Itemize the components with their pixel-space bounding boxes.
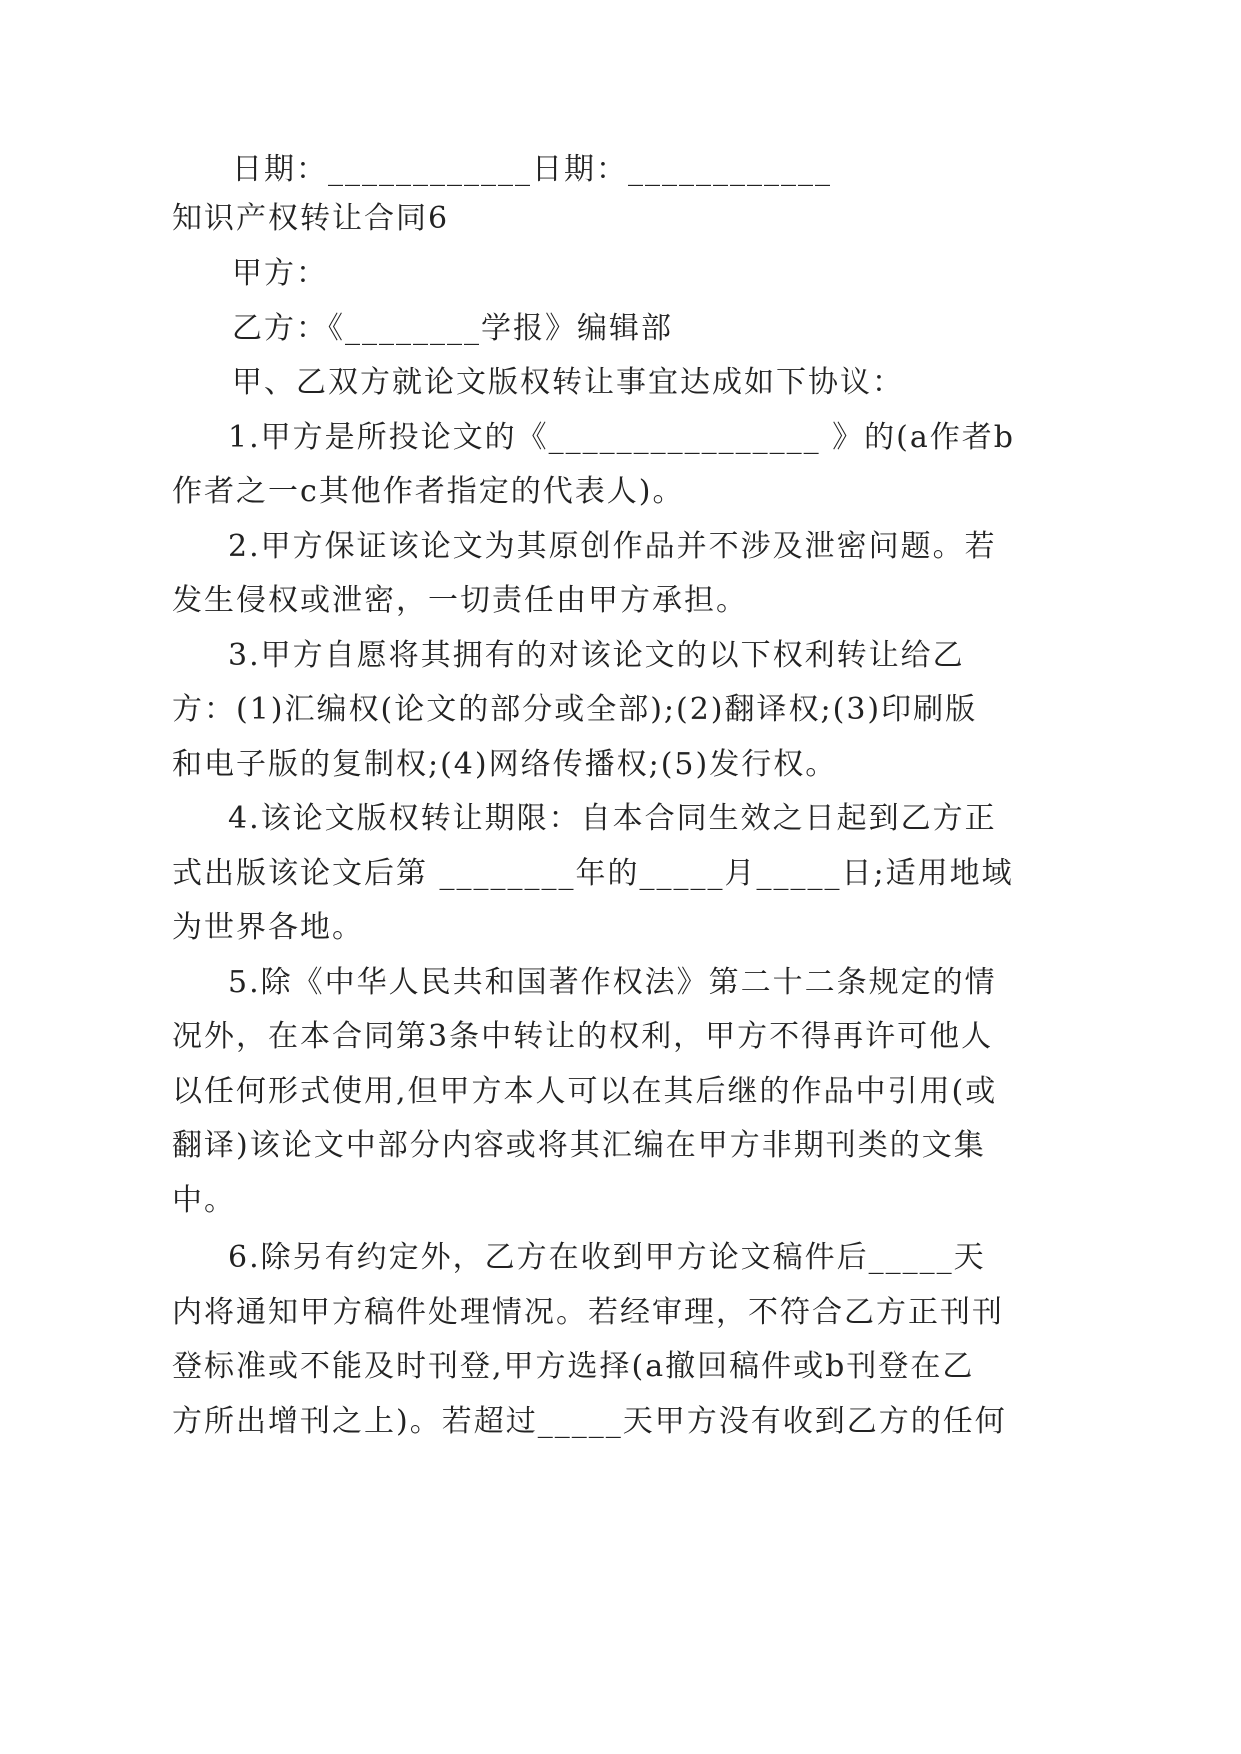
clause-5-line-3: 以任何形式使用,但甲方本人可以在其后继的作品中引用(或 — [172, 1074, 998, 1109]
clause-6-line-4: 方所出增刊之上)。若超过_____天甲方没有收到乙方的任何 — [172, 1404, 1007, 1439]
clause-4-line-1: 4.该论文版权转让期限：自本合同生效之日起到乙方正 — [228, 801, 997, 836]
contract-title: 知识产权转让合同6 — [172, 201, 450, 236]
clause-6-line-1: 6.除另有约定外，乙方在收到甲方论文稿件后_____天 — [228, 1240, 986, 1275]
agreement-intro: 甲、乙双方就论文版权转让事宜达成如下协议： — [232, 365, 904, 400]
clause-3-line-3: 和电子版的复制权;(4)网络传播权;(5)发行权。 — [172, 747, 838, 782]
clause-3-line-1: 3.甲方自愿将其拥有的对该论文的以下权利转让给乙 — [228, 638, 965, 673]
clause-2-line-1: 2.甲方保证该论文为其原创作品并不涉及泄密问题。若 — [228, 529, 997, 564]
clause-6-line-3: 登标准或不能及时刊登,甲方选择(a撤回稿件或b刊登在乙 — [172, 1349, 975, 1384]
clause-5-line-1: 5.除《中华人民共和国著作权法》第二十二条规定的情 — [228, 965, 997, 1000]
clause-4-line-3: 为世界各地。 — [172, 910, 364, 945]
clause-5-line-4: 翻译)该论文中部分内容或将其汇编在甲方非期刊类的文集 — [172, 1128, 986, 1163]
clause-2-line-2: 发生侵权或泄密，一切责任由甲方承担。 — [172, 583, 748, 618]
clause-3-line-2: 方：(1)汇编权(论文的部分或全部);(2)翻译权;(3)印刷版 — [172, 692, 978, 727]
clause-1-line-2: 作者之一c其他作者指定的代表人)。 — [172, 474, 685, 509]
clause-6-line-2: 内将通知甲方稿件处理情况。若经审理，不符合乙方正刊刊 — [172, 1295, 1004, 1330]
party-b-line: 乙方：《________学报》编辑部 — [232, 311, 673, 346]
clause-5-line-5: 中。 — [172, 1183, 236, 1218]
clause-4-line-2: 式出版该论文后第 ________年的_____月_____日;适用地域 — [172, 856, 1014, 891]
clause-5-line-2: 况外，在本合同第3条中转让的权利，甲方不得再许可他人 — [172, 1019, 994, 1054]
party-a-line: 甲方： — [232, 256, 328, 291]
date-signature-line: 日期：____________日期：____________ — [232, 152, 832, 187]
clause-1-line-1: 1.甲方是所投论文的《________________ 》的(a作者b — [228, 420, 1015, 455]
